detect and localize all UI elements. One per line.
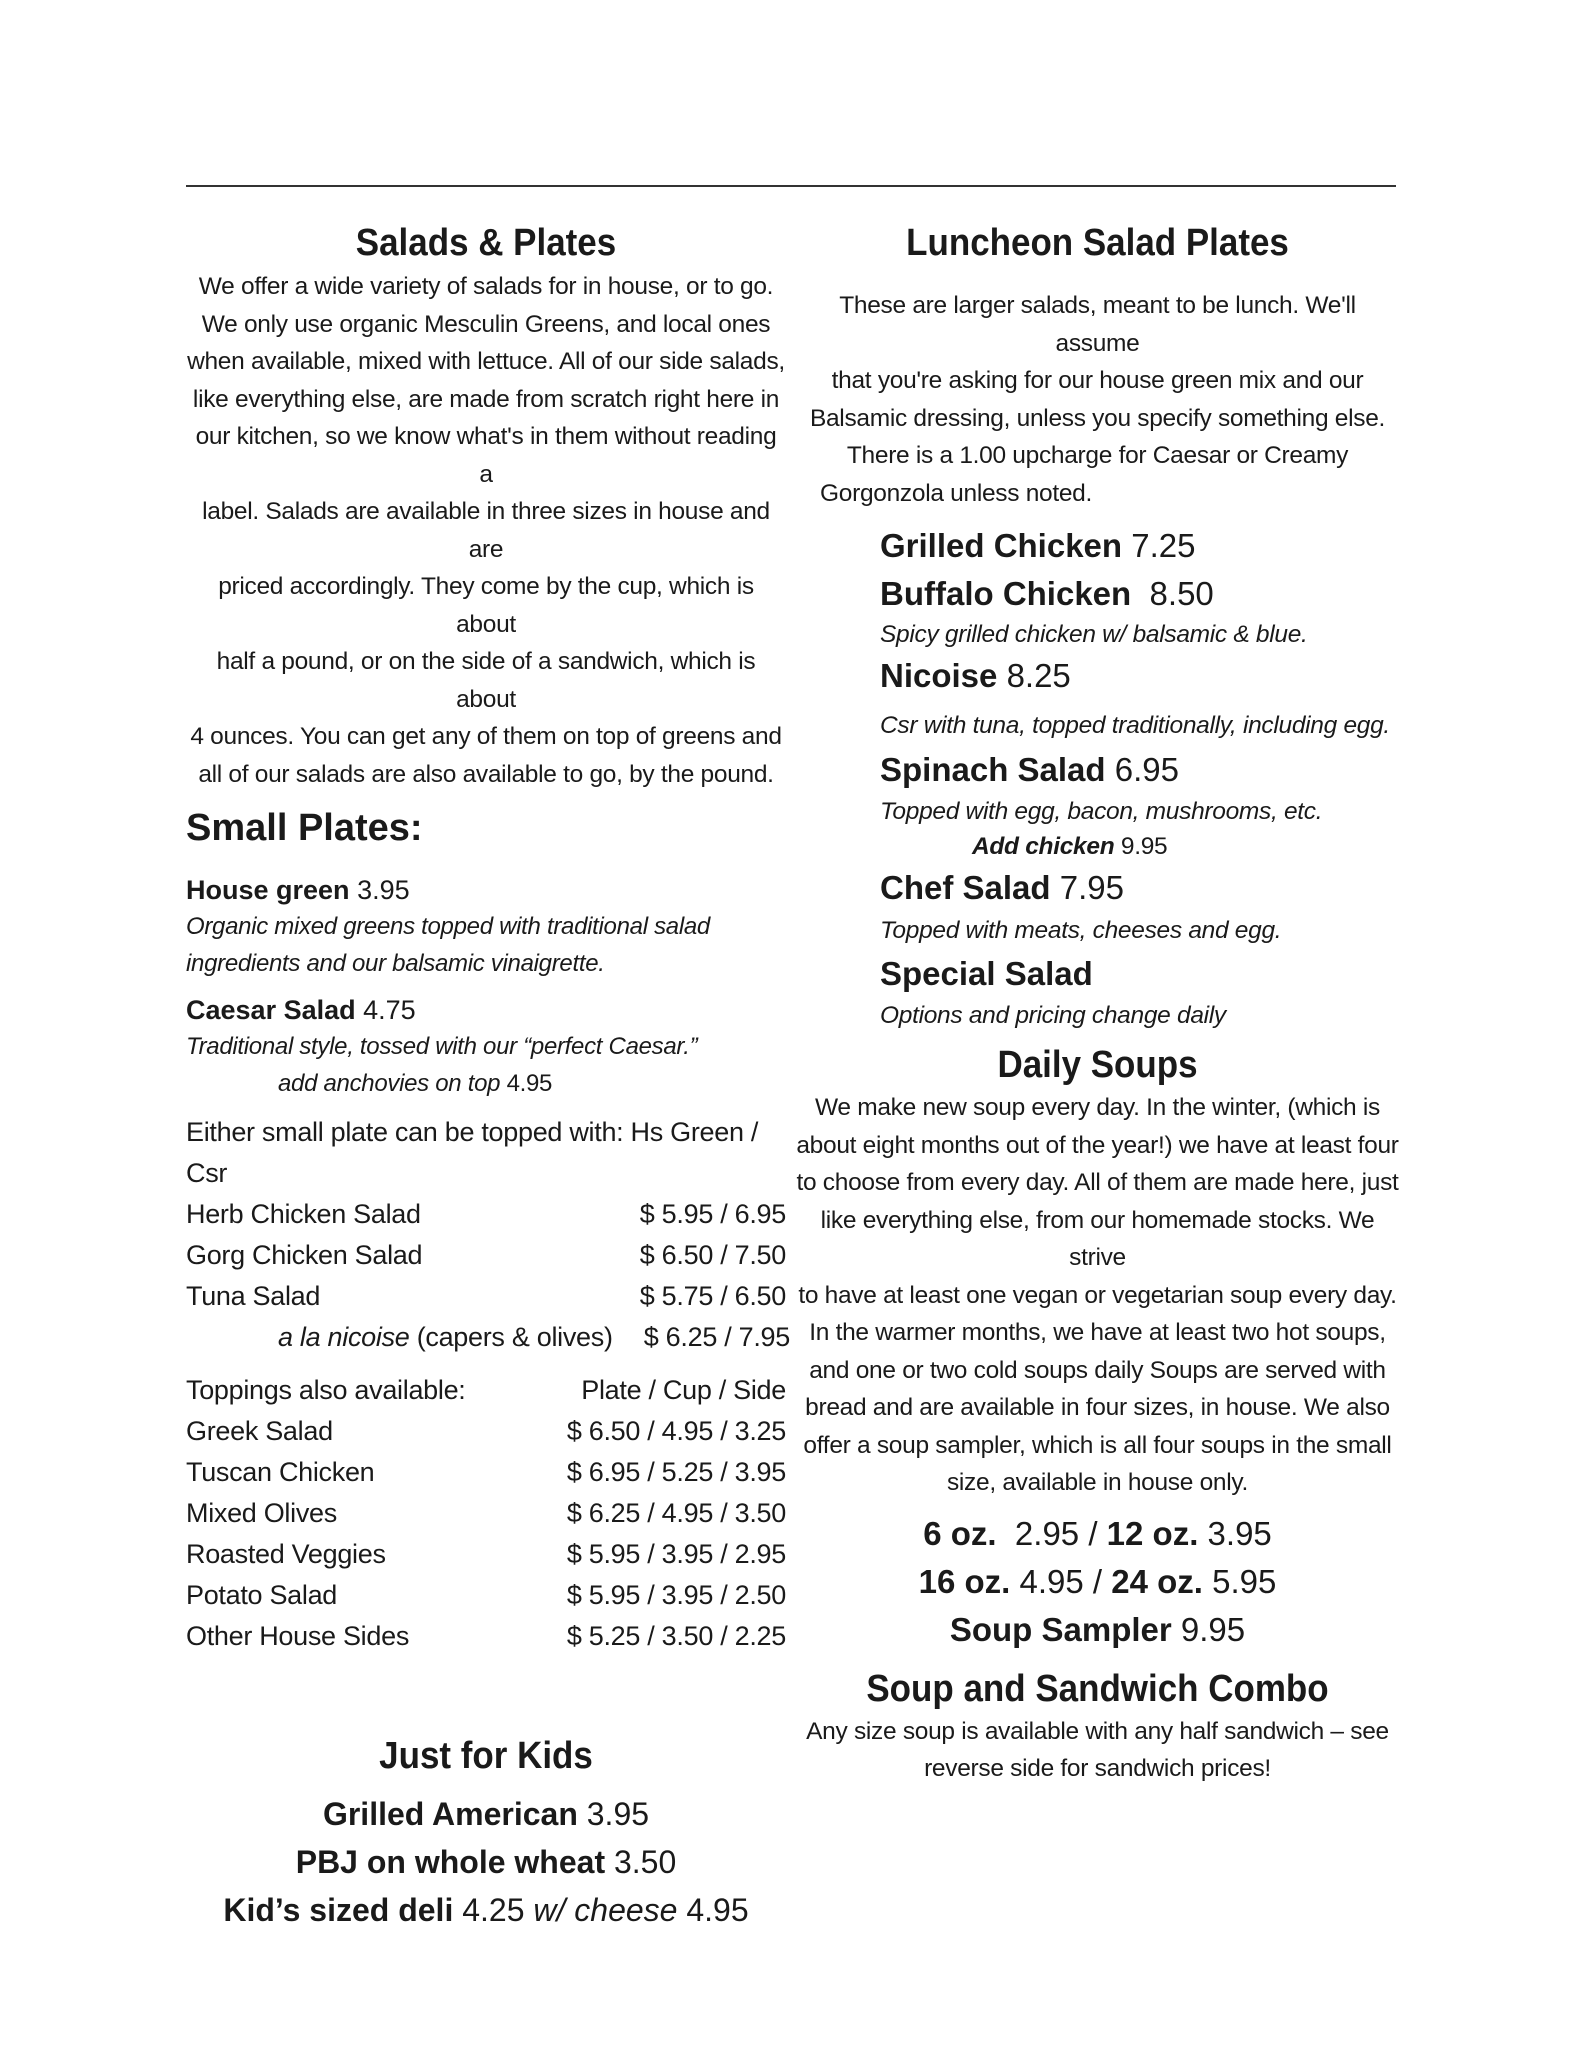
topping-row [186,1616,786,1657]
toppings-section [186,1370,786,1657]
soup-price-line [795,1510,1400,1558]
intro-line: priced accordingly. They come by the cup, which is about [218,573,754,638]
house-green-item [186,872,786,982]
toppings-header-cols: Plate / Cup / Side [581,1375,786,1405]
kids-deli-cheese-price: 4.95 [686,1892,749,1928]
intro-line: when available, mixed with lettuce. All of our side salads, [187,348,785,375]
soup-size-label: 6 oz. [923,1514,997,1552]
caesar-addon-label: add anchovies on top [278,1070,501,1097]
luncheon-intro [795,287,1400,512]
topping-price: $ 6.95 / 5.25 / 3.95 [566,1457,786,1487]
soup-size-label: 12 oz. [1106,1514,1199,1552]
luncheon-title: Luncheon Salad Plates [906,222,1289,264]
kids-item-price: 3.50 [613,1844,677,1880]
soups-intro [795,1089,1400,1502]
topping-row [186,1452,786,1493]
house-green-name: House green [186,875,350,905]
topped-row-name: Tuna Salad [186,1281,321,1311]
intro-line: Balsamic dressing, unless you specify something else. [809,404,1386,432]
intro-line: In the warmer months, we have at least two hot soups, [809,1319,1386,1346]
topping-row [186,1575,786,1616]
nicoise-name: Nicoise [880,657,998,694]
soup-size-price: 5.95 [1212,1562,1277,1600]
intro-line: These are larger salads, meant to be lunch. We'll assume [839,292,1356,357]
intro-line: Gorgonzola unless noted. [820,479,1093,507]
topping-name: Other House Sides [186,1621,410,1651]
topping-price: $ 6.50 / 4.95 / 3.25 [566,1416,786,1446]
topping-row [186,1534,786,1575]
spinach-price: 6.95 [1114,751,1179,788]
grilled-chicken-item [880,522,1400,570]
spinach-addon-price: 9.95 [1120,833,1168,860]
topped-row-name: Gorg Chicken Salad [186,1240,423,1270]
luncheon-items [795,522,1400,1034]
kids-item [186,1838,786,1886]
kids-deli-name: Kid’s sized deli [223,1892,454,1928]
topping-name: Tuscan Chicken [186,1457,375,1487]
topping-row [186,1493,786,1534]
topping-price: $ 5.95 / 3.95 / 2.50 [566,1580,786,1610]
combo-line: Any size soup is available with any half sandwich – see [806,1717,1389,1745]
topped-section [186,1112,790,1358]
topping-name: Roasted Veggies [186,1539,386,1569]
soup-separator: / [1088,1514,1098,1552]
soup-size-price: 2.95 [1014,1514,1080,1552]
intro-line: label. Salads are available in three sizes in house and are [202,498,770,563]
grilled-chicken-price: 7.25 [1131,527,1196,564]
nicoise-row-rest: (capers & olives) [416,1322,613,1352]
nicoise-desc: Csr with tuna, topped traditionally, including egg. [880,712,1390,739]
grilled-chicken-name: Grilled Chicken [880,527,1123,564]
topped-row [186,1235,786,1276]
nicoise-row-italic: a la nicoise [278,1322,410,1352]
caesar-addon-price: 4.95 [506,1070,553,1097]
intro-line: 4 ounces. You can get any of them on top of greens and [190,723,782,750]
intro-line: bread and are available in four sizes, in house. We also [805,1394,1390,1421]
kids-deli-cheese-label: w/ cheese [533,1892,678,1928]
left-column [186,222,790,1934]
intro-line: all of our salads are also available to go, by the pound. [198,760,774,788]
caesar-name: Caesar Salad [186,995,356,1025]
topping-name: Greek Salad [186,1416,333,1446]
kids-item-price: 3.95 [586,1796,650,1832]
soup-size-label: 16 oz. [918,1562,1011,1600]
topped-row [186,1194,786,1235]
spinach-addon [880,830,1400,864]
spinach-item [880,746,1400,794]
topped-row-price: $ 5.75 / 6.50 [639,1281,786,1311]
caesar-desc: Traditional style, tossed with our “perfect Caesar.” [186,1033,698,1060]
intro-line: We only use organic Mesculin Greens, and local ones [201,310,771,338]
intro-line: like everything else, from our homemade stocks. We strive [820,1206,1375,1271]
house-green-desc: Organic mixed greens topped with traditional salad [186,913,710,940]
soup-sampler-line [795,1606,1400,1654]
nicoise-row-label [186,1317,613,1358]
kids-item-name: Grilled American [322,1796,578,1832]
kids-deli-price: 4.25 [462,1892,525,1928]
soup-separator: / [1092,1562,1103,1600]
right-column [795,222,1400,1788]
topping-price: $ 6.25 / 4.95 / 3.50 [566,1498,786,1528]
combo-title: Soup and Sandwich Combo [866,1667,1329,1710]
topped-header [186,1112,786,1194]
caesar-item [186,992,786,1102]
buffalo-chicken-price: 8.50 [1149,575,1214,612]
nicoise-row [186,1317,790,1358]
buffalo-chicken-name: Buffalo Chicken [880,575,1132,612]
intro-line: like everything else, are made from scratch right here in [192,385,780,413]
intro-line: about eight months out of the year!) we have at least four [796,1131,1399,1159]
buffalo-chicken-desc: Spicy grilled chicken w/ balsamic & blue. [880,621,1308,648]
topping-price: $ 5.95 / 3.95 / 2.95 [566,1539,786,1569]
spinach-name: Spinach Salad [880,751,1106,788]
topped-row-price: $ 5.95 / 6.95 [639,1199,786,1229]
nicoise-price: 8.25 [1006,657,1071,694]
house-green-desc: ingredients and our balsamic vinaigrette. [186,950,605,977]
salads-plates-title: Salads & Plates [355,222,617,264]
intro-line: that you're asking for our house green mix and our [831,367,1364,394]
kids-deli-item [186,1886,786,1934]
topping-row [186,1411,786,1452]
chef-item [880,864,1400,912]
intro-line: to have at least one vegan or vegetarian soup every day. [798,1281,1397,1309]
toppings-header [186,1370,786,1411]
soup-prices [795,1510,1400,1654]
soup-sampler-label: Soup Sampler [949,1610,1172,1648]
house-green-price: 3.95 [357,875,410,905]
topping-name: Mixed Olives [186,1498,337,1528]
intro-line: half a pound, or on the side of a sandwich, which is about [216,648,756,713]
chef-price: 7.95 [1059,869,1124,906]
intro-line: offer a soup sampler, which is all four soups in the small [803,1431,1392,1459]
soup-size-price: 4.95 [1019,1562,1084,1600]
kids-title: Just for Kids [379,1735,593,1777]
intro-line: to choose from every day. All of them are made here, just [796,1169,1399,1196]
kids-section [186,1735,786,1934]
special-item [880,950,1400,998]
salads-plates-intro [186,268,786,793]
topped-row-name: Herb Chicken Salad [186,1199,421,1229]
chef-desc: Topped with meats, cheeses and egg. [880,917,1282,944]
nicoise-row-price: $ 6.25 / 7.95 [643,1322,790,1352]
special-desc: Options and pricing change daily [880,1002,1226,1029]
soup-size-price: 3.95 [1207,1514,1272,1552]
intro-line: We make new soup every day. In the winter, (which is [815,1094,1380,1121]
soup-size-label: 24 oz. [1111,1562,1203,1600]
kids-item [186,1790,786,1838]
special-name: Special Salad [880,955,1093,992]
caesar-price: 4.75 [363,995,416,1025]
soup-sampler-price: 9.95 [1180,1610,1246,1648]
intro-line: our kitchen, so we know what's in them without reading a [195,423,777,488]
intro-line: size, available in house only. [946,1469,1249,1496]
combo-text [795,1713,1400,1788]
top-rule [186,185,1396,187]
intro-line: We offer a wide variety of salads for in house, or to go. [198,273,774,300]
combo-line: reverse side for sandwich prices! [924,1755,1271,1782]
soup-price-line [795,1558,1400,1606]
topped-row-price: $ 6.50 / 7.50 [639,1240,786,1270]
topping-name: Potato Salad [186,1580,338,1610]
spinach-addon-label: Add chicken [972,833,1115,860]
buffalo-chicken-item [880,570,1400,618]
nicoise-item [880,652,1400,700]
spinach-desc: Topped with egg, bacon, mushrooms, etc. [880,798,1323,825]
caesar-addon [186,1065,786,1102]
soups-title: Daily Soups [997,1044,1198,1086]
topped-header-text: Either small plate can be topped with: Hs Green / Csr [186,1117,759,1188]
topping-price: $ 5.25 / 3.50 / 2.25 [566,1621,786,1651]
chef-name: Chef Salad [880,869,1051,906]
toppings-header-label: Toppings also available: [186,1375,466,1405]
small-plates-title: Small Plates: [186,807,423,849]
intro-line: There is a 1.00 upcharge for Caesar or Creamy [846,442,1349,469]
topped-row [186,1276,786,1317]
kids-item-name: PBJ on whole wheat [295,1844,606,1880]
intro-line: and one or two cold soups daily Soups are served with [809,1356,1386,1384]
